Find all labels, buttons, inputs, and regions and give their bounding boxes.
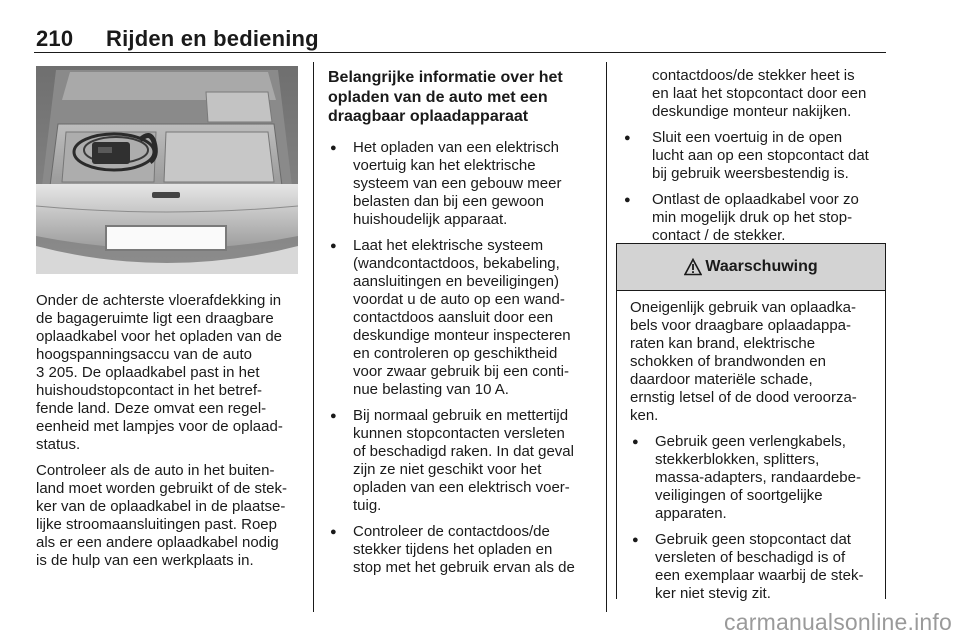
text-line: Onder de achterste vloerafdekking in — [36, 292, 282, 309]
bullet-item — [622, 191, 888, 245]
text-line: aansluitingen en beveiligingen) — [353, 272, 559, 290]
text-line: bels voor draagbare oplaadappa- — [630, 317, 851, 334]
text-line: een exemplaar waarbij de stek- — [655, 567, 864, 584]
text-line: tuig. — [353, 496, 382, 514]
text-line: deskundige monteur nakijken. — [652, 103, 852, 120]
text-line: Laat het elektrische systeem — [353, 236, 544, 254]
abroad-paragraph — [36, 462, 300, 570]
text-line: kunnen stopcontacten versleten — [353, 424, 565, 442]
text-line: (wandcontactdoos, bekabeling, — [353, 254, 560, 272]
page-number: 210 — [36, 26, 74, 51]
text-line: lijke stroomaansluitingen past. Roep — [36, 516, 277, 533]
text-line: huishoudstopcontact in het betref- — [36, 382, 262, 399]
text-line: ken. — [630, 407, 659, 424]
text-line: stekker tijdens het opladen en — [353, 540, 553, 558]
text-line: stop met het gebruik ervan als de — [353, 558, 575, 576]
bullet-item — [328, 523, 592, 577]
warning-box — [616, 243, 886, 602]
text-line: voor zwaar gebruik bij een conti- — [353, 362, 569, 380]
heading-line: Belangrijke informatie over het — [328, 69, 563, 86]
text-line: contactdoos aansluit door een — [353, 308, 554, 326]
warning-triangle-icon — [684, 258, 702, 276]
heading-line: opladen van de auto met een — [328, 88, 548, 106]
page-header — [36, 26, 319, 52]
text-line: opladen van een elektrisch voer- — [353, 478, 570, 496]
text-line: Gebruik geen stopcontact dat — [655, 531, 851, 548]
text-line: hoogspanningsaccu van de auto — [36, 346, 253, 363]
text-line: Ontlast de oplaadkabel voor zo — [652, 191, 859, 208]
warning-title: Waarschuwing — [705, 258, 818, 275]
section-title: Rijden en bediening — [106, 26, 319, 51]
text-line: schokken of brandwonden en — [630, 353, 826, 370]
text-line: oplaadkabel voor het opladen van de — [36, 328, 283, 345]
text-line: Gebruik geen verlengkabels, — [655, 433, 846, 450]
column-1 — [36, 292, 300, 570]
warning-body — [617, 291, 885, 603]
text-line: Sluit een voertuig in de open — [652, 129, 843, 146]
text-line: en laat het stopcontact door een — [652, 85, 867, 102]
text-line: eenheid met lampjes voor de oplaad- — [36, 418, 283, 435]
text-line: contactdoos/de stekker heet is — [652, 67, 855, 84]
section-heading — [328, 68, 592, 127]
column-3 — [622, 67, 888, 253]
heading-line: draagbaar oplaadapparaat — [328, 108, 529, 125]
text-line: Controleer als de auto in het buiten- — [36, 462, 275, 479]
text-line: apparaten. — [655, 505, 727, 522]
text-line: zijn ze niet geschikt voor het — [353, 460, 542, 478]
text-line: huishoudelijk apparaat. — [353, 210, 508, 228]
text-line: systeem van een gebouw meer — [353, 174, 562, 192]
text-line: voordat u de auto op een wand- — [353, 290, 565, 308]
text-line: lucht aan op een stopcontact dat — [652, 147, 869, 164]
text-line: is de hulp van een werkplaats in. — [36, 552, 254, 569]
bullet-item — [328, 237, 592, 399]
bullet-item — [622, 129, 888, 183]
text-line: de bagageruimte ligt een draagbare — [36, 310, 274, 327]
text-line: status. — [36, 436, 81, 453]
text-line: bij gebruik weersbestendig is. — [652, 165, 849, 182]
column-divider-2 — [606, 62, 607, 612]
text-line: veiligingen of soortgelijke — [655, 487, 823, 504]
text-line: Controleer de contactdoos/de — [353, 522, 550, 540]
text-line: nue belasting van 10 A. — [353, 380, 509, 398]
trunk-charging-cable-illustration — [36, 66, 298, 274]
bullet-item — [328, 407, 592, 515]
text-line: belasten dan bij een gewoon — [353, 192, 544, 210]
text-line: en controleren op geschiktheid — [353, 344, 558, 362]
page-reference[interactable]: 3 205. De oplaadkabel past in het — [36, 364, 260, 381]
text-line: Bij normaal gebruik en mettertijd — [353, 406, 569, 424]
column-divider-1 — [313, 62, 314, 612]
watermark: carmanualsonline.info — [724, 609, 952, 635]
text-line: massa-adapters, randaardebe- — [655, 469, 861, 486]
text-line: contact / de stekker. — [652, 227, 786, 244]
text-line: voertuig kan het elektrische — [353, 156, 536, 174]
bullet-continuation — [622, 67, 888, 121]
text-line: ernstig letsel of de dood veroorza- — [630, 389, 857, 406]
text-line: land moet worden gebruikt of de stek- — [36, 480, 287, 497]
text-line: ker niet stevig zit. — [655, 585, 771, 602]
text-line: daardoor materiële schade, — [630, 371, 813, 388]
text-line: Het opladen van een elektrisch — [353, 138, 559, 156]
bullet-item — [328, 139, 592, 229]
header-rule — [34, 52, 886, 53]
text-line: ker van de oplaadkabel in de plaatse- — [36, 498, 286, 515]
text-line: raten kan brand, elektrische — [630, 335, 816, 352]
text-line: stekkerblokken, splitters, — [655, 451, 820, 468]
warning-header — [617, 244, 885, 291]
warning-bullet — [630, 531, 875, 603]
column-2 — [328, 68, 592, 585]
warning-bullet — [630, 433, 875, 523]
text-line: fende land. Deze omvat een regel- — [36, 400, 267, 417]
warning-intro — [630, 299, 875, 425]
text-line: deskundige monteur inspecteren — [353, 326, 571, 344]
text-line: min mogelijk druk op het stop- — [652, 209, 853, 226]
text-line: of beschadigd raken. In dat geval — [353, 442, 574, 460]
text-line: versleten of beschadigd is of — [655, 549, 846, 566]
text-line: als er een andere oplaadkabel nodig — [36, 534, 279, 551]
text-line: Oneigenlijk gebruik van oplaadka- — [630, 299, 856, 316]
intro-paragraph — [36, 292, 300, 454]
